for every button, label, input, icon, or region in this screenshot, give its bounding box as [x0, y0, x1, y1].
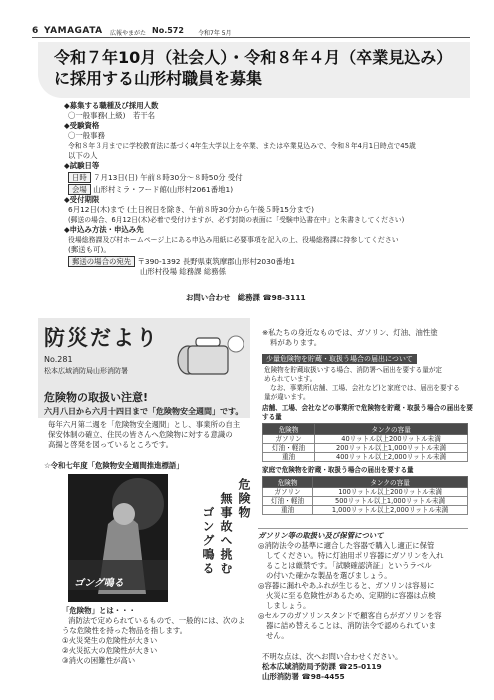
slogan-line: 無事故へ挑む [219, 492, 233, 576]
article-title: 危険物の取扱い注意! [44, 391, 149, 404]
recruit-details [64, 101, 464, 277]
note-line: ※私たちの身近なものでは、ガソリン、灯油、油性塗 [262, 328, 438, 337]
petrol-line: 器に詰め替えることは、消防法令で認められていま [266, 621, 436, 630]
mail-address-line2: 山形村役場 総務課 総務係 [140, 267, 226, 276]
eligibility-text: 以下の人 [68, 151, 98, 160]
household-quantity-table [262, 476, 468, 515]
cell: 500リットル以上1,000リットル未満 [313, 497, 468, 506]
eligibility-text: 〇一般事務 [68, 131, 105, 140]
definition-line: 消防法で定められているもので、一般的には、次のよ [68, 616, 246, 625]
small-quantity-line: 量が違います。 [264, 393, 310, 401]
petrol-handling-section [258, 528, 468, 647]
table-col-header: 危険物 [263, 424, 315, 435]
definition-item: ①火災発生の危険性が大きい [62, 636, 158, 645]
small-quantity-line: 危険物を貯蔵取扱いする場合、消防署へ届出を要する量が定 [264, 366, 443, 374]
petrol-heading: ガソリン等の取扱い及び保管について [258, 531, 384, 540]
definition-head: 「危険物」とは・・・ [62, 606, 136, 615]
safety-poster-image [68, 474, 168, 602]
exam-date-row [64, 172, 464, 183]
cell: 40リットル以上200リットル未満 [315, 435, 468, 444]
small-quantity-text [264, 366, 474, 402]
masthead-subtitle: 広報やまがた [110, 30, 147, 37]
note [262, 328, 472, 348]
bousai-org: 松本広域消防局山形消防署 [44, 367, 128, 375]
mail-address: 〒390-1392 長野県東筑摩郡山形村2030番地1 [137, 257, 296, 266]
cell: 灯油・軽油 [263, 497, 313, 506]
exam-date: ７月13日(日) 午前８時30分～８時50分 受付 [93, 173, 243, 182]
definition-line: うな危険性を持った物品を指します。 [62, 626, 188, 635]
contact-line: 山形消防署 ☎98-4455 [262, 672, 345, 681]
petrol-line: せん。 [266, 631, 289, 640]
section-head-positions: ◆募集する職種及び採用人数 [64, 101, 159, 110]
recruit-title-line2: に採用する山形村職員を募集 [54, 69, 263, 88]
deadline-text: 6月12日(木)まで (土日祝日を除き、午前８時30分から午後５時15分まで) [68, 205, 315, 214]
article-line: 毎年六月第二週を「危険物安全週間」とし、事業所の自主 [48, 420, 241, 429]
cell: ガソリン [263, 488, 313, 497]
table-col-header: タンクの容量 [315, 424, 468, 435]
positions-text: 〇一般事務(上級) 若干名 [68, 111, 156, 120]
cell: 400リットル以上2,000リットル未満 [315, 453, 468, 462]
petrol-line: ◎容器に漏れやあふれが生じると、ガソリンは容易に [258, 581, 435, 590]
deadline-text: (郵送の場合、6月12日(木)必着で受付けますが、必ず封筒の表面に「受験申込書在中」と朱書きしてください) [68, 216, 405, 224]
table-col-header: タンクの容量 [313, 477, 468, 488]
note-line: 料があります。 [270, 338, 322, 347]
petrol-line: しましょう。 [266, 601, 311, 610]
bousai-title: 防災だより [44, 325, 159, 350]
recruit-title: 令和７年10月（社会人）・令和８年４月（卒業見込み） [54, 48, 453, 67]
definition-box [62, 606, 262, 666]
slogan-line: 危険物 [237, 478, 251, 520]
article-line: 保安体制の確立、住民の皆さんへ危険物に対する意識の [48, 430, 233, 439]
article-line: 高揚と啓発を図っているところです。 [48, 440, 173, 449]
cell: 200リットル以上1,000リットル未満 [315, 444, 468, 453]
small-quantity-line: められています。 [264, 375, 317, 383]
mail-tag: 郵送の場合の宛先 [68, 256, 135, 267]
exam-place: 山形村ミラ・フード館(山形村2061番地1) [93, 185, 234, 194]
petrol-line: ることは厳禁です。「試験確認済証」というラベル [266, 561, 432, 570]
business-table-heading: 店舗、工場、会社などの事業所で危険物を貯蔵・取扱う場合の届出を要する量 [262, 404, 473, 421]
table-row [263, 453, 468, 462]
cell: 1,000リットル以上2,000リットル未満 [313, 506, 468, 515]
table-col-header: 危険物 [263, 477, 313, 488]
cell: ガソリン [263, 435, 315, 444]
eligibility-text: 令和８年３月までに学校教育法に基づく4年生大学以上を卒業、または卒業見込みで、令和８年4月1日時点で45歳 [68, 142, 416, 150]
cell: 100リットル以上200リットル未満 [313, 488, 468, 497]
section-head-exam: ◆試験日等 [64, 161, 100, 170]
bousai-number: No.281 [44, 355, 73, 364]
cell: 重油 [263, 453, 315, 462]
table-row [263, 488, 468, 497]
poster-heading: ☆令和七年度「危険物安全週間推進標語」 [44, 461, 184, 470]
slogan-line: ゴング鳴る [201, 506, 215, 576]
business-quantity-table [262, 423, 468, 462]
apply-text: 役場総務課及び村ホームページ上にある申込み用紙に必要事項を記入の上、役場総務課に持参してください [68, 236, 399, 244]
definition-item: ③消火の困難性が高い [62, 656, 136, 665]
table-row [263, 444, 468, 453]
household-table-heading: 家庭で危険物を貯蔵・取扱う場合の届出を要する量 [262, 466, 414, 474]
mail-address-row [64, 256, 464, 267]
slogan-vertical [176, 478, 266, 598]
petrol-line: 火災に至る危険性があるため、定期的に容器は点検 [266, 591, 436, 600]
petrol-line: ◎消防法令の基準に適合した容器で購入し適正に保管 [258, 541, 435, 550]
section-head-deadline: ◆受付期限 [64, 195, 100, 204]
section-head-apply: ◆申込み方法・申込み先 [64, 225, 144, 234]
recruit-contact: お問い合わせ 総務課 ☎98-3111 [186, 293, 306, 302]
poster-caption: ゴング鳴る [74, 578, 124, 589]
apply-text: (郵送も可)。 [68, 245, 111, 254]
page-number: 6 [32, 26, 39, 36]
contact-prompt: 不明な点は、次へお問い合わせください。 [262, 652, 403, 661]
table-row [263, 497, 468, 506]
cell: 灯油・軽油 [263, 444, 315, 453]
definition-item: ②火災拡大の危険性が大きい [62, 646, 158, 655]
petrol-line: してください。特に灯油用ポリ容器にガソリンを入れ [266, 551, 444, 560]
small-quantity-line: なお、事業所(店舗、工場、会社など)と家庭では、届出を要する [270, 384, 460, 392]
exam-place-row [64, 184, 464, 195]
contact-line: 松本広域消防局予防課 ☎25-0119 [262, 662, 382, 671]
masthead-title: YAMAGATA [44, 26, 103, 36]
table-row [263, 506, 468, 515]
section-head-eligibility: ◆受験資格 [64, 121, 100, 130]
issue-date: 令和7年 5月 [198, 30, 232, 37]
flashlight-icon [176, 330, 244, 388]
cell: 重油 [263, 506, 313, 515]
table-row [263, 435, 468, 444]
header-divider [32, 37, 470, 38]
article-subtitle: 六月八日から六月十四日まで「危険物安全週間」です。 [44, 407, 244, 416]
petrol-line: ◎セルフのガソリンスタンドで顧客自らがガソリンを容 [258, 611, 442, 620]
date-tag: 日時 [68, 172, 91, 183]
article-body [48, 420, 248, 450]
small-quantity-band: 少量危険物を貯蔵・取扱う場合の届出について [262, 354, 417, 364]
petrol-line: の付いた確かな製品を選びましょう。 [266, 571, 392, 580]
fire-contact [262, 652, 472, 682]
place-tag: 会場 [68, 184, 91, 195]
issue-number: No.572 [152, 26, 184, 35]
